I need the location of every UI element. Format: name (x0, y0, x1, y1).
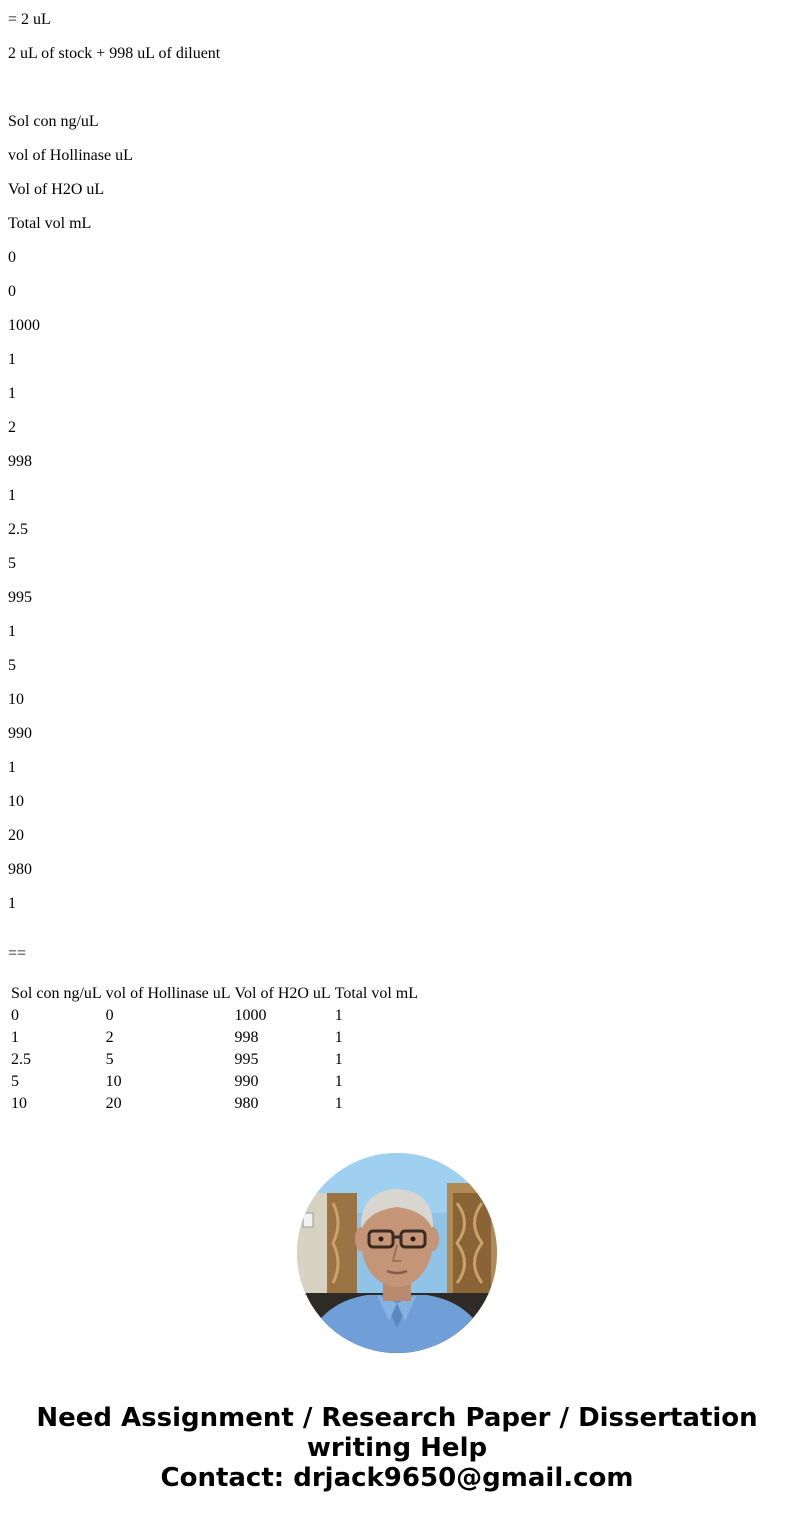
table-cell: 1 (334, 1095, 343, 1112)
list-header-vol-hollinase: vol of Hollinase uL (8, 147, 133, 164)
list-value: 10 (8, 691, 24, 708)
list-value: 995 (8, 589, 32, 606)
list-value: 5 (8, 657, 16, 674)
dilution-table (8, 982, 421, 1116)
table-header-row (10, 984, 419, 1004)
table-header-cell: vol of Hollinase uL (105, 985, 231, 1002)
list-value: 0 (8, 249, 16, 266)
list-value: 1 (8, 351, 16, 368)
table-cell: 998 (234, 1029, 259, 1046)
table-cell: 990 (234, 1073, 259, 1090)
list-value: 980 (8, 861, 32, 878)
promo-line-2: writing Help (306, 1433, 488, 1463)
list-value: 5 (8, 555, 16, 572)
list-value: 1 (8, 385, 16, 402)
list-value: 2.5 (8, 521, 28, 538)
table-cell: 2.5 (11, 1051, 31, 1068)
table-cell: 1 (334, 1073, 343, 1090)
table-header-cell: Sol con ng/uL (11, 985, 102, 1002)
list-header-total-vol: Total vol mL (8, 215, 92, 232)
intro-line-2: 2 uL of stock + 998 uL of diluent (8, 45, 221, 62)
list-value: 20 (8, 827, 24, 844)
table-row (10, 1094, 419, 1114)
list-value: 0 (8, 283, 16, 300)
table-cell: 1 (334, 1029, 343, 1046)
table-cell: 10 (105, 1073, 122, 1090)
table-cell: 2 (105, 1029, 114, 1046)
table-row (10, 1028, 419, 1048)
document-body (8, 0, 786, 918)
intro-line-1: = 2 uL (8, 11, 51, 28)
list-value: 1000 (8, 317, 40, 334)
table-cell: 1 (334, 1007, 343, 1024)
list-value: 1 (8, 895, 16, 912)
table-cell: 5 (105, 1051, 114, 1068)
list-value: 1 (8, 487, 16, 504)
list-value: 990 (8, 725, 32, 742)
list-value: 998 (8, 453, 32, 470)
table-cell: 1000 (234, 1007, 267, 1024)
list-value: 1 (8, 759, 16, 776)
promo-banner (0, 1403, 794, 1493)
table-row (10, 1050, 419, 1070)
list-value: 10 (8, 793, 24, 810)
table-cell: 1 (334, 1051, 343, 1068)
table-cell: 995 (234, 1051, 259, 1068)
table-cell: 20 (105, 1095, 122, 1112)
promo-line-1: Need Assignment / Research Paper / Dissertation (36, 1403, 758, 1433)
table-header-cell: Vol of H2O uL (234, 985, 331, 1002)
separator-text: == (8, 945, 27, 962)
author-photo-image (297, 1153, 497, 1353)
table-header-cell: Total vol mL (334, 985, 419, 1002)
table-cell: 0 (11, 1007, 19, 1024)
promo-contact: Contact: drjack9650@gmail.com (160, 1463, 634, 1493)
list-value: 2 (8, 419, 16, 436)
list-header-sol-con: Sol con ng/uL (8, 113, 99, 130)
author-avatar (297, 1153, 497, 1353)
table-row (10, 1006, 419, 1026)
table-cell: 1 (11, 1029, 19, 1046)
table-row (10, 1072, 419, 1092)
table-cell: 10 (11, 1095, 27, 1112)
table-cell: 980 (234, 1095, 259, 1112)
list-value: 1 (8, 623, 16, 640)
table-cell: 0 (105, 1007, 114, 1024)
list-header-vol-h2o: Vol of H2O uL (8, 181, 105, 198)
blank-line (8, 68, 786, 102)
table-cell: 5 (11, 1073, 19, 1090)
